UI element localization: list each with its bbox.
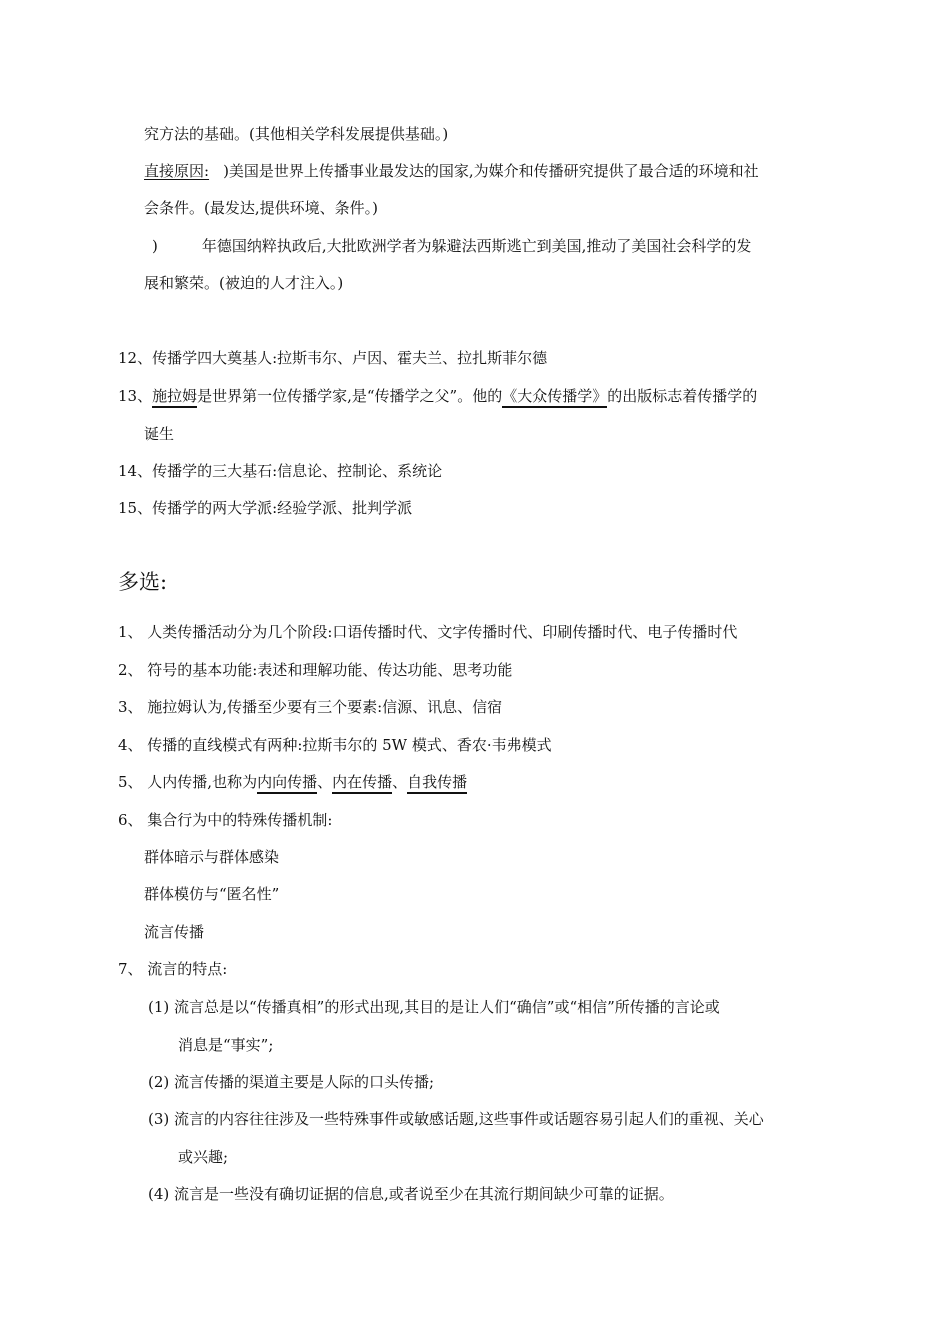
- text: 消息是“事实”;: [178, 1036, 274, 1054]
- text: 年德国纳粹执政后,大批欧洲学者为躲避法西斯逃亡到美国,推动了美国社会科学的发: [201, 237, 752, 255]
- sub-item: [144, 922, 204, 942]
- list-item: [118, 735, 552, 755]
- sub-item: [144, 884, 279, 904]
- list-item: [118, 622, 737, 642]
- text: 展和繁荣。(被迫的人才注入。): [144, 274, 344, 292]
- text: 3、 施拉姆认为,传播至少要有三个要素:信源、讯息、信宿: [118, 698, 503, 716]
- text-line: [144, 424, 174, 444]
- sub-item: [144, 847, 279, 867]
- text: )美国是世界上传播事业最发达的国家,为媒介和传播研究提供了最合适的环境和社: [223, 162, 759, 180]
- paren: ): [152, 237, 158, 255]
- text: 多选:: [118, 570, 168, 594]
- item-number: 13、: [118, 387, 153, 405]
- list-item: [118, 386, 757, 406]
- section-heading: [118, 569, 167, 595]
- text: 流言传播: [144, 923, 205, 941]
- text-line: [178, 1035, 273, 1055]
- text: 15、传播学的两大学派:经验学派、批判学派: [118, 499, 413, 517]
- term: 内向传播: [257, 773, 317, 794]
- direct-cause-line: [144, 161, 759, 181]
- list-item: [118, 697, 502, 717]
- list-item: [118, 498, 412, 518]
- text-line: [144, 124, 448, 144]
- text: 群体暗示与群体感染: [144, 848, 280, 866]
- text: 是世界第一位传播学家,是“传播学之父”。他的: [197, 387, 503, 405]
- text: (2) 流言传播的渠道主要是人际的口头传播;: [148, 1073, 435, 1091]
- text: 究方法的基础。(其他相关学科发展提供基础。): [144, 125, 449, 143]
- term: 自我传播: [407, 773, 467, 794]
- numbered-point: [148, 1184, 674, 1204]
- text: (3) 流言的内容往往涉及一些特殊事件或敏感话题,这些事件或话题容易引起人们的重视、关心: [148, 1110, 764, 1128]
- text: 6、 集合行为中的特殊传播机制:: [118, 811, 333, 829]
- text: 1、 人类传播活动分为几个阶段:口语传播时代、文字传播时代、印刷传播时代、电子传播时代: [118, 623, 738, 641]
- separator: 、: [317, 773, 333, 791]
- list-item: [118, 959, 227, 979]
- text: 或兴趣;: [178, 1148, 229, 1166]
- text: 5、 人内传播,也称为: [118, 773, 258, 791]
- term: 内在传播: [332, 773, 392, 794]
- text: 会条件。(最发达,提供环境、条件。): [144, 199, 378, 217]
- text: 7、 流言的特点:: [118, 960, 228, 978]
- list-item: [118, 461, 442, 481]
- text: (1) 流言总是以“传播真相”的形式出现,其目的是让人们“确信”或“相信”所传播的言论或: [148, 998, 720, 1016]
- text: 群体模仿与“匿名性”: [144, 885, 280, 903]
- text-line: [178, 1147, 228, 1167]
- numbered-point: [148, 1109, 764, 1129]
- text: 12、传播学四大奠基人:拉斯韦尔、卢因、霍夫兰、拉扎斯菲尔德: [118, 349, 548, 367]
- list-item: [118, 772, 467, 792]
- book-title: 《大众传播学》: [502, 387, 607, 408]
- text: 诞生: [144, 425, 175, 443]
- nazi-line: [152, 236, 751, 256]
- text: 14、传播学的三大基石:信息论、控制论、系统论: [118, 462, 443, 480]
- text: 2、 符号的基本功能:表述和理解功能、传达功能、思考功能: [118, 661, 513, 679]
- direct-cause-label: 直接原因:: [144, 162, 210, 180]
- numbered-point: [148, 997, 720, 1017]
- list-item: [118, 348, 547, 368]
- text: 的出版标志着传播学的: [607, 387, 758, 405]
- text-line: [144, 273, 343, 293]
- text: (4) 流言是一些没有确切证据的信息,或者说至少在其流行期间缺少可靠的证据。: [148, 1185, 674, 1203]
- list-item: [118, 660, 512, 680]
- text-line: [144, 198, 378, 218]
- text: 4、 传播的直线模式有两种:拉斯韦尔的 5W 模式、香农·韦弗模式: [118, 736, 552, 754]
- numbered-point: [148, 1072, 434, 1092]
- list-item: [118, 810, 332, 830]
- schramm-name: 施拉姆: [152, 387, 197, 408]
- separator: 、: [392, 773, 408, 791]
